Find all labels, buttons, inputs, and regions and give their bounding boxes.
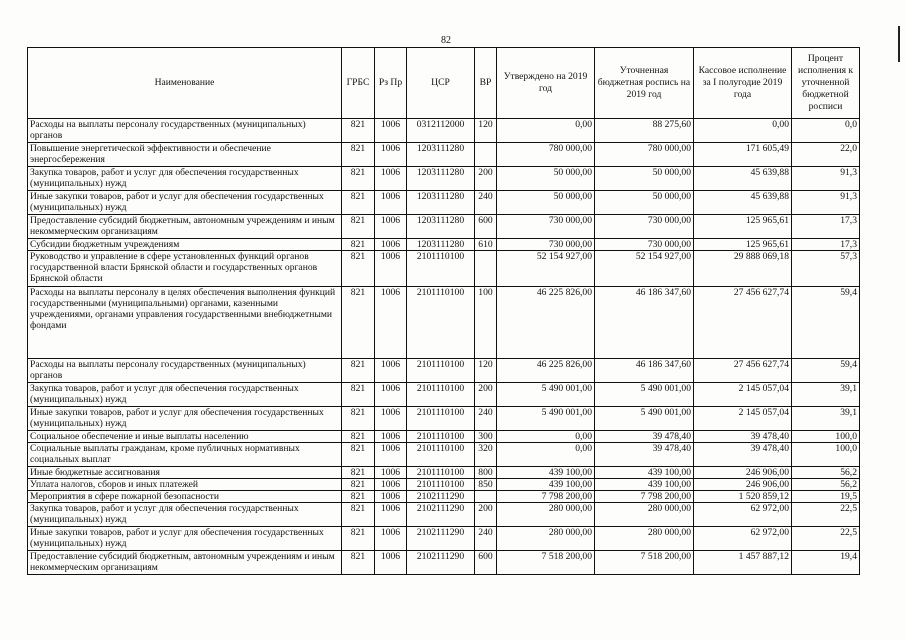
cell-grbs: 821 (342, 491, 375, 503)
cell-percent: 22,0 (792, 143, 860, 167)
table-row (28, 491, 860, 503)
cell-name: Закупка товаров, работ и услуг для обеспечения государственных (муниципальных) нужд (28, 383, 342, 407)
cell-rzpr: 1006 (375, 251, 407, 287)
scan-edge-mark (898, 26, 900, 62)
cell-approved: 50 000,00 (497, 167, 595, 191)
cell-approved: 439 100,00 (497, 479, 595, 491)
header-percent: Процент исполнения к уточненной бюджетной росписи (792, 48, 860, 119)
cell-approved: 7 798 200,00 (497, 491, 595, 503)
cell-percent: 17,3 (792, 239, 860, 251)
cell-approved: 439 100,00 (497, 467, 595, 479)
cell-csr: 2101110100 (407, 251, 475, 287)
cell-refined: 46 186 347,60 (595, 359, 694, 383)
cell-csr: 1203111280 (407, 167, 475, 191)
cell-grbs: 821 (342, 359, 375, 383)
cell-vr (475, 143, 497, 167)
cell-csr: 2101110100 (407, 383, 475, 407)
cell-rzpr: 1006 (375, 527, 407, 551)
cell-cash: 0,00 (694, 119, 792, 143)
header-approved: Утверждено на 2019 год (497, 48, 595, 119)
table-row (28, 467, 860, 479)
cell-grbs: 821 (342, 143, 375, 167)
cell-csr: 2101110100 (407, 479, 475, 491)
cell-cash: 27 456 627,74 (694, 287, 792, 359)
cell-csr: 2102111290 (407, 527, 475, 551)
table-row (28, 287, 860, 359)
cell-percent: 59,4 (792, 359, 860, 383)
cell-csr: 2101110100 (407, 467, 475, 479)
cell-refined: 7 798 200,00 (595, 491, 694, 503)
cell-vr: 240 (475, 191, 497, 215)
cell-approved: 7 518 200,00 (497, 551, 595, 575)
header-grbs: ГРБС (342, 48, 375, 119)
cell-vr: 200 (475, 167, 497, 191)
header-cash: Кассовое исполнение за I полугодие 2019 года (694, 48, 792, 119)
cell-grbs: 821 (342, 239, 375, 251)
cell-csr: 2101110100 (407, 287, 475, 359)
cell-grbs: 821 (342, 527, 375, 551)
cell-percent: 91,3 (792, 167, 860, 191)
cell-refined: 439 100,00 (595, 467, 694, 479)
cell-rzpr: 1006 (375, 119, 407, 143)
table-row (28, 119, 860, 143)
cell-vr: 120 (475, 359, 497, 383)
table-row (28, 359, 860, 383)
cell-name: Иные закупки товаров, работ и услуг для обеспечения государственных (муниципальных) нужд (28, 191, 342, 215)
cell-cash: 171 605,49 (694, 143, 792, 167)
cell-name: Иные закупки товаров, работ и услуг для обеспечения государственных (муниципальных) нужд (28, 527, 342, 551)
cell-name: Расходы на выплаты персоналу государственных (муниципальных) органов (28, 119, 342, 143)
cell-vr: 600 (475, 551, 497, 575)
cell-vr: 100 (475, 287, 497, 359)
cell-refined: 50 000,00 (595, 191, 694, 215)
cell-name: Предоставление субсидий бюджетным, автономным учреждениям и иным некоммерческим организациям (28, 551, 342, 575)
cell-refined: 39 478,40 (595, 431, 694, 443)
cell-refined: 7 518 200,00 (595, 551, 694, 575)
cell-csr: 2102111290 (407, 491, 475, 503)
table-row (28, 443, 860, 467)
cell-vr: 850 (475, 479, 497, 491)
cell-csr: 1203111280 (407, 239, 475, 251)
cell-percent: 22,5 (792, 527, 860, 551)
budget-table (27, 47, 860, 575)
cell-rzpr: 1006 (375, 191, 407, 215)
cell-cash: 39 478,40 (694, 431, 792, 443)
cell-csr: 2101110100 (407, 431, 475, 443)
cell-cash: 1 520 859,12 (694, 491, 792, 503)
cell-approved: 0,00 (497, 431, 595, 443)
table-header-row (28, 48, 860, 119)
cell-grbs: 821 (342, 479, 375, 491)
cell-rzpr: 1006 (375, 383, 407, 407)
cell-grbs: 821 (342, 215, 375, 239)
cell-approved: 46 225 826,00 (497, 287, 595, 359)
cell-csr: 2101110100 (407, 359, 475, 383)
cell-vr: 200 (475, 383, 497, 407)
cell-percent: 91,3 (792, 191, 860, 215)
cell-approved: 46 225 826,00 (497, 359, 595, 383)
cell-grbs: 821 (342, 431, 375, 443)
cell-approved: 730 000,00 (497, 215, 595, 239)
cell-cash: 27 456 627,74 (694, 359, 792, 383)
cell-cash: 62 972,00 (694, 503, 792, 527)
header-refined: Уточненная бюджетная роспись на 2019 год (595, 48, 694, 119)
cell-rzpr: 1006 (375, 239, 407, 251)
cell-refined: 39 478,40 (595, 443, 694, 467)
cell-percent: 56,2 (792, 467, 860, 479)
cell-percent: 59,4 (792, 287, 860, 359)
cell-csr: 2101110100 (407, 407, 475, 431)
cell-csr: 0312112000 (407, 119, 475, 143)
cell-grbs: 821 (342, 251, 375, 287)
cell-cash: 62 972,00 (694, 527, 792, 551)
cell-cash: 125 965,61 (694, 239, 792, 251)
cell-cash: 125 965,61 (694, 215, 792, 239)
cell-cash: 29 888 069,18 (694, 251, 792, 287)
cell-name: Расходы на выплаты персоналу государственных (муниципальных) органов (28, 359, 342, 383)
cell-vr: 320 (475, 443, 497, 467)
table-row (28, 167, 860, 191)
cell-approved: 280 000,00 (497, 527, 595, 551)
cell-rzpr: 1006 (375, 215, 407, 239)
cell-grbs: 821 (342, 167, 375, 191)
cell-vr (475, 251, 497, 287)
cell-name: Повышение энергетической эффективности и обеспечение энергосбережения (28, 143, 342, 167)
cell-name: Мероприятия в сфере пожарной безопасности (28, 491, 342, 503)
cell-percent: 57,3 (792, 251, 860, 287)
cell-name: Закупка товаров, работ и услуг для обеспечения государственных (муниципальных) нужд (28, 167, 342, 191)
cell-rzpr: 1006 (375, 491, 407, 503)
cell-cash: 246 906,00 (694, 479, 792, 491)
page-number: 82 (441, 35, 451, 46)
cell-refined: 88 275,60 (595, 119, 694, 143)
cell-refined: 46 186 347,60 (595, 287, 694, 359)
cell-csr: 2102111290 (407, 551, 475, 575)
cell-vr: 200 (475, 503, 497, 527)
cell-approved: 5 490 001,00 (497, 383, 595, 407)
cell-refined: 280 000,00 (595, 503, 694, 527)
cell-name: Предоставление субсидий бюджетным, автономным учреждениям и иным некоммерческим организациям (28, 215, 342, 239)
cell-rzpr: 1006 (375, 167, 407, 191)
cell-approved: 52 154 927,00 (497, 251, 595, 287)
cell-name: Руководство и управление в сфере установленных функций органов государственной власти Брянской области и государственных органов Брянской области (28, 251, 342, 287)
cell-rzpr: 1006 (375, 431, 407, 443)
table-row (28, 479, 860, 491)
cell-vr (475, 491, 497, 503)
cell-grbs: 821 (342, 407, 375, 431)
cell-rzpr: 1006 (375, 407, 407, 431)
cell-grbs: 821 (342, 119, 375, 143)
cell-percent: 0,0 (792, 119, 860, 143)
table-row (28, 251, 860, 287)
cell-approved: 280 000,00 (497, 503, 595, 527)
cell-vr: 800 (475, 467, 497, 479)
cell-cash: 45 639,88 (694, 191, 792, 215)
cell-percent: 19,5 (792, 491, 860, 503)
cell-refined: 280 000,00 (595, 527, 694, 551)
header-rzpr: Рз Пр (375, 48, 407, 119)
cell-rzpr: 1006 (375, 479, 407, 491)
cell-refined: 52 154 927,00 (595, 251, 694, 287)
cell-refined: 730 000,00 (595, 239, 694, 251)
cell-rzpr: 1006 (375, 359, 407, 383)
cell-name: Социальное обеспечение и иные выплаты населению (28, 431, 342, 443)
cell-percent: 39,1 (792, 383, 860, 407)
cell-grbs: 821 (342, 443, 375, 467)
cell-vr: 600 (475, 215, 497, 239)
cell-name: Иные закупки товаров, работ и услуг для обеспечения государственных (муниципальных) нужд (28, 407, 342, 431)
cell-cash: 2 145 057,04 (694, 407, 792, 431)
cell-refined: 5 490 001,00 (595, 407, 694, 431)
cell-grbs: 821 (342, 191, 375, 215)
cell-approved: 730 000,00 (497, 239, 595, 251)
cell-percent: 100,0 (792, 443, 860, 467)
cell-refined: 5 490 001,00 (595, 383, 694, 407)
cell-name: Иные бюджетные ассигнования (28, 467, 342, 479)
cell-percent: 39,1 (792, 407, 860, 431)
table-row (28, 407, 860, 431)
cell-refined: 730 000,00 (595, 215, 694, 239)
cell-approved: 5 490 001,00 (497, 407, 595, 431)
cell-cash: 2 145 057,04 (694, 383, 792, 407)
cell-percent: 100,0 (792, 431, 860, 443)
cell-vr: 610 (475, 239, 497, 251)
cell-refined: 50 000,00 (595, 167, 694, 191)
cell-refined: 780 000,00 (595, 143, 694, 167)
cell-rzpr: 1006 (375, 143, 407, 167)
cell-refined: 439 100,00 (595, 479, 694, 491)
cell-grbs: 821 (342, 503, 375, 527)
cell-grbs: 821 (342, 287, 375, 359)
header-csr: ЦСР (407, 48, 475, 119)
cell-percent: 56,2 (792, 479, 860, 491)
cell-csr: 1203111280 (407, 191, 475, 215)
cell-vr: 240 (475, 527, 497, 551)
cell-percent: 17,3 (792, 215, 860, 239)
cell-approved: 50 000,00 (497, 191, 595, 215)
cell-rzpr: 1006 (375, 467, 407, 479)
table-row (28, 551, 860, 575)
cell-cash: 1 457 887,12 (694, 551, 792, 575)
cell-approved: 0,00 (497, 119, 595, 143)
cell-csr: 1203111280 (407, 215, 475, 239)
table-row (28, 527, 860, 551)
cell-rzpr: 1006 (375, 443, 407, 467)
cell-name: Закупка товаров, работ и услуг для обеспечения государственных (муниципальных) нужд (28, 503, 342, 527)
cell-approved: 780 000,00 (497, 143, 595, 167)
cell-rzpr: 1006 (375, 551, 407, 575)
cell-name: Социальные выплаты гражданам, кроме публичных нормативных социальных выплат (28, 443, 342, 467)
cell-name: Субсидии бюджетным учреждениям (28, 239, 342, 251)
cell-grbs: 821 (342, 551, 375, 575)
table-row (28, 143, 860, 167)
cell-vr: 240 (475, 407, 497, 431)
cell-csr: 2102111290 (407, 503, 475, 527)
table-row (28, 503, 860, 527)
table-body (28, 119, 860, 575)
table-row (28, 383, 860, 407)
cell-vr: 120 (475, 119, 497, 143)
cell-grbs: 821 (342, 383, 375, 407)
table-row (28, 191, 860, 215)
cell-cash: 246 906,00 (694, 467, 792, 479)
table-row (28, 239, 860, 251)
header-vr: ВР (475, 48, 497, 119)
cell-name: Уплата налогов, сборов и иных платежей (28, 479, 342, 491)
cell-grbs: 821 (342, 467, 375, 479)
cell-approved: 0,00 (497, 443, 595, 467)
cell-percent: 19,4 (792, 551, 860, 575)
header-name: Наименование (28, 48, 342, 119)
table-row (28, 431, 860, 443)
cell-cash: 39 478,40 (694, 443, 792, 467)
cell-rzpr: 1006 (375, 287, 407, 359)
cell-vr: 300 (475, 431, 497, 443)
cell-cash: 45 639,88 (694, 167, 792, 191)
cell-csr: 2101110100 (407, 443, 475, 467)
table-row (28, 215, 860, 239)
cell-percent: 22,5 (792, 503, 860, 527)
cell-rzpr: 1006 (375, 503, 407, 527)
cell-csr: 1203111280 (407, 143, 475, 167)
cell-name: Расходы на выплаты персоналу в целях обеспечения выполнения функций государственными (муниципальными) органами, казенными учреждениями, органами управления государственными внебюджетными фондами (28, 287, 342, 359)
